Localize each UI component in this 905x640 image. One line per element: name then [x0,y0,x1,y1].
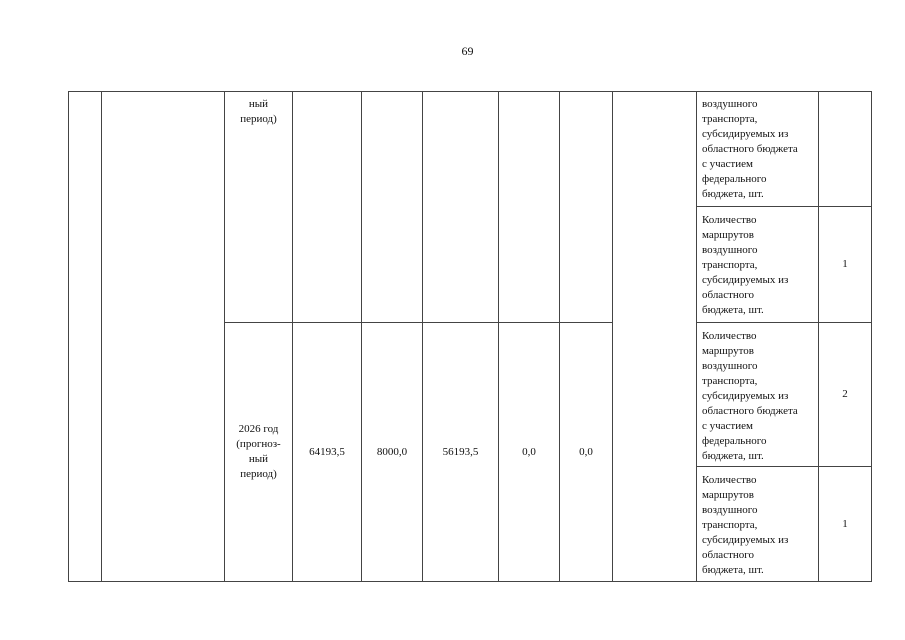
period-line: 2026 год [238,423,279,435]
funding-regional-cell: 56193,5 [442,445,479,458]
indicator-value-cell [819,91,871,206]
indicator-value-cell: 1 [842,258,848,270]
page-number: 69 [461,44,474,58]
indicator-value-cell: 1 [842,517,848,530]
table-border-right [871,91,872,582]
col-divider [101,91,102,582]
period-line: ный [248,98,269,110]
budget-table [68,91,872,582]
indicator-text-cell: воздушного транспорта, субсидируемых из областного бюджета с участием федерального бюджета, шт. [702,98,798,200]
period-cell-2025-tail [225,97,292,127]
funding-local-cell: 0,0 [522,445,536,458]
indicator-text-cell: Количество маршрутов воздушного транспорта, субсидируемых из областного бюджета, шт. [702,474,789,576]
indicator-value-cell: 2 [842,388,848,400]
period-line: (прогноз- [236,438,281,450]
table-border-bottom [68,581,872,582]
funding-total-cell: 64193,5 [309,445,345,458]
period-line: период) [240,113,277,125]
funding-federal-cell: 8000,0 [376,445,408,458]
period-line: ный [248,453,269,465]
period-line: период) [240,468,277,480]
indicator-text-cell: Количество маршрутов воздушного транспорта, субсидируемых из областного бюджета, шт. [702,214,789,316]
col-divider [612,91,613,582]
funding-other-cell: 0,0 [579,445,593,458]
table-border-left [68,91,69,582]
indicator-text-cell: Количество маршрутов воздушного транспорта, субсидируемых из областного бюджета с участием федерального бюджета, шт. [702,330,798,462]
period-cell-2026 [225,323,292,581]
